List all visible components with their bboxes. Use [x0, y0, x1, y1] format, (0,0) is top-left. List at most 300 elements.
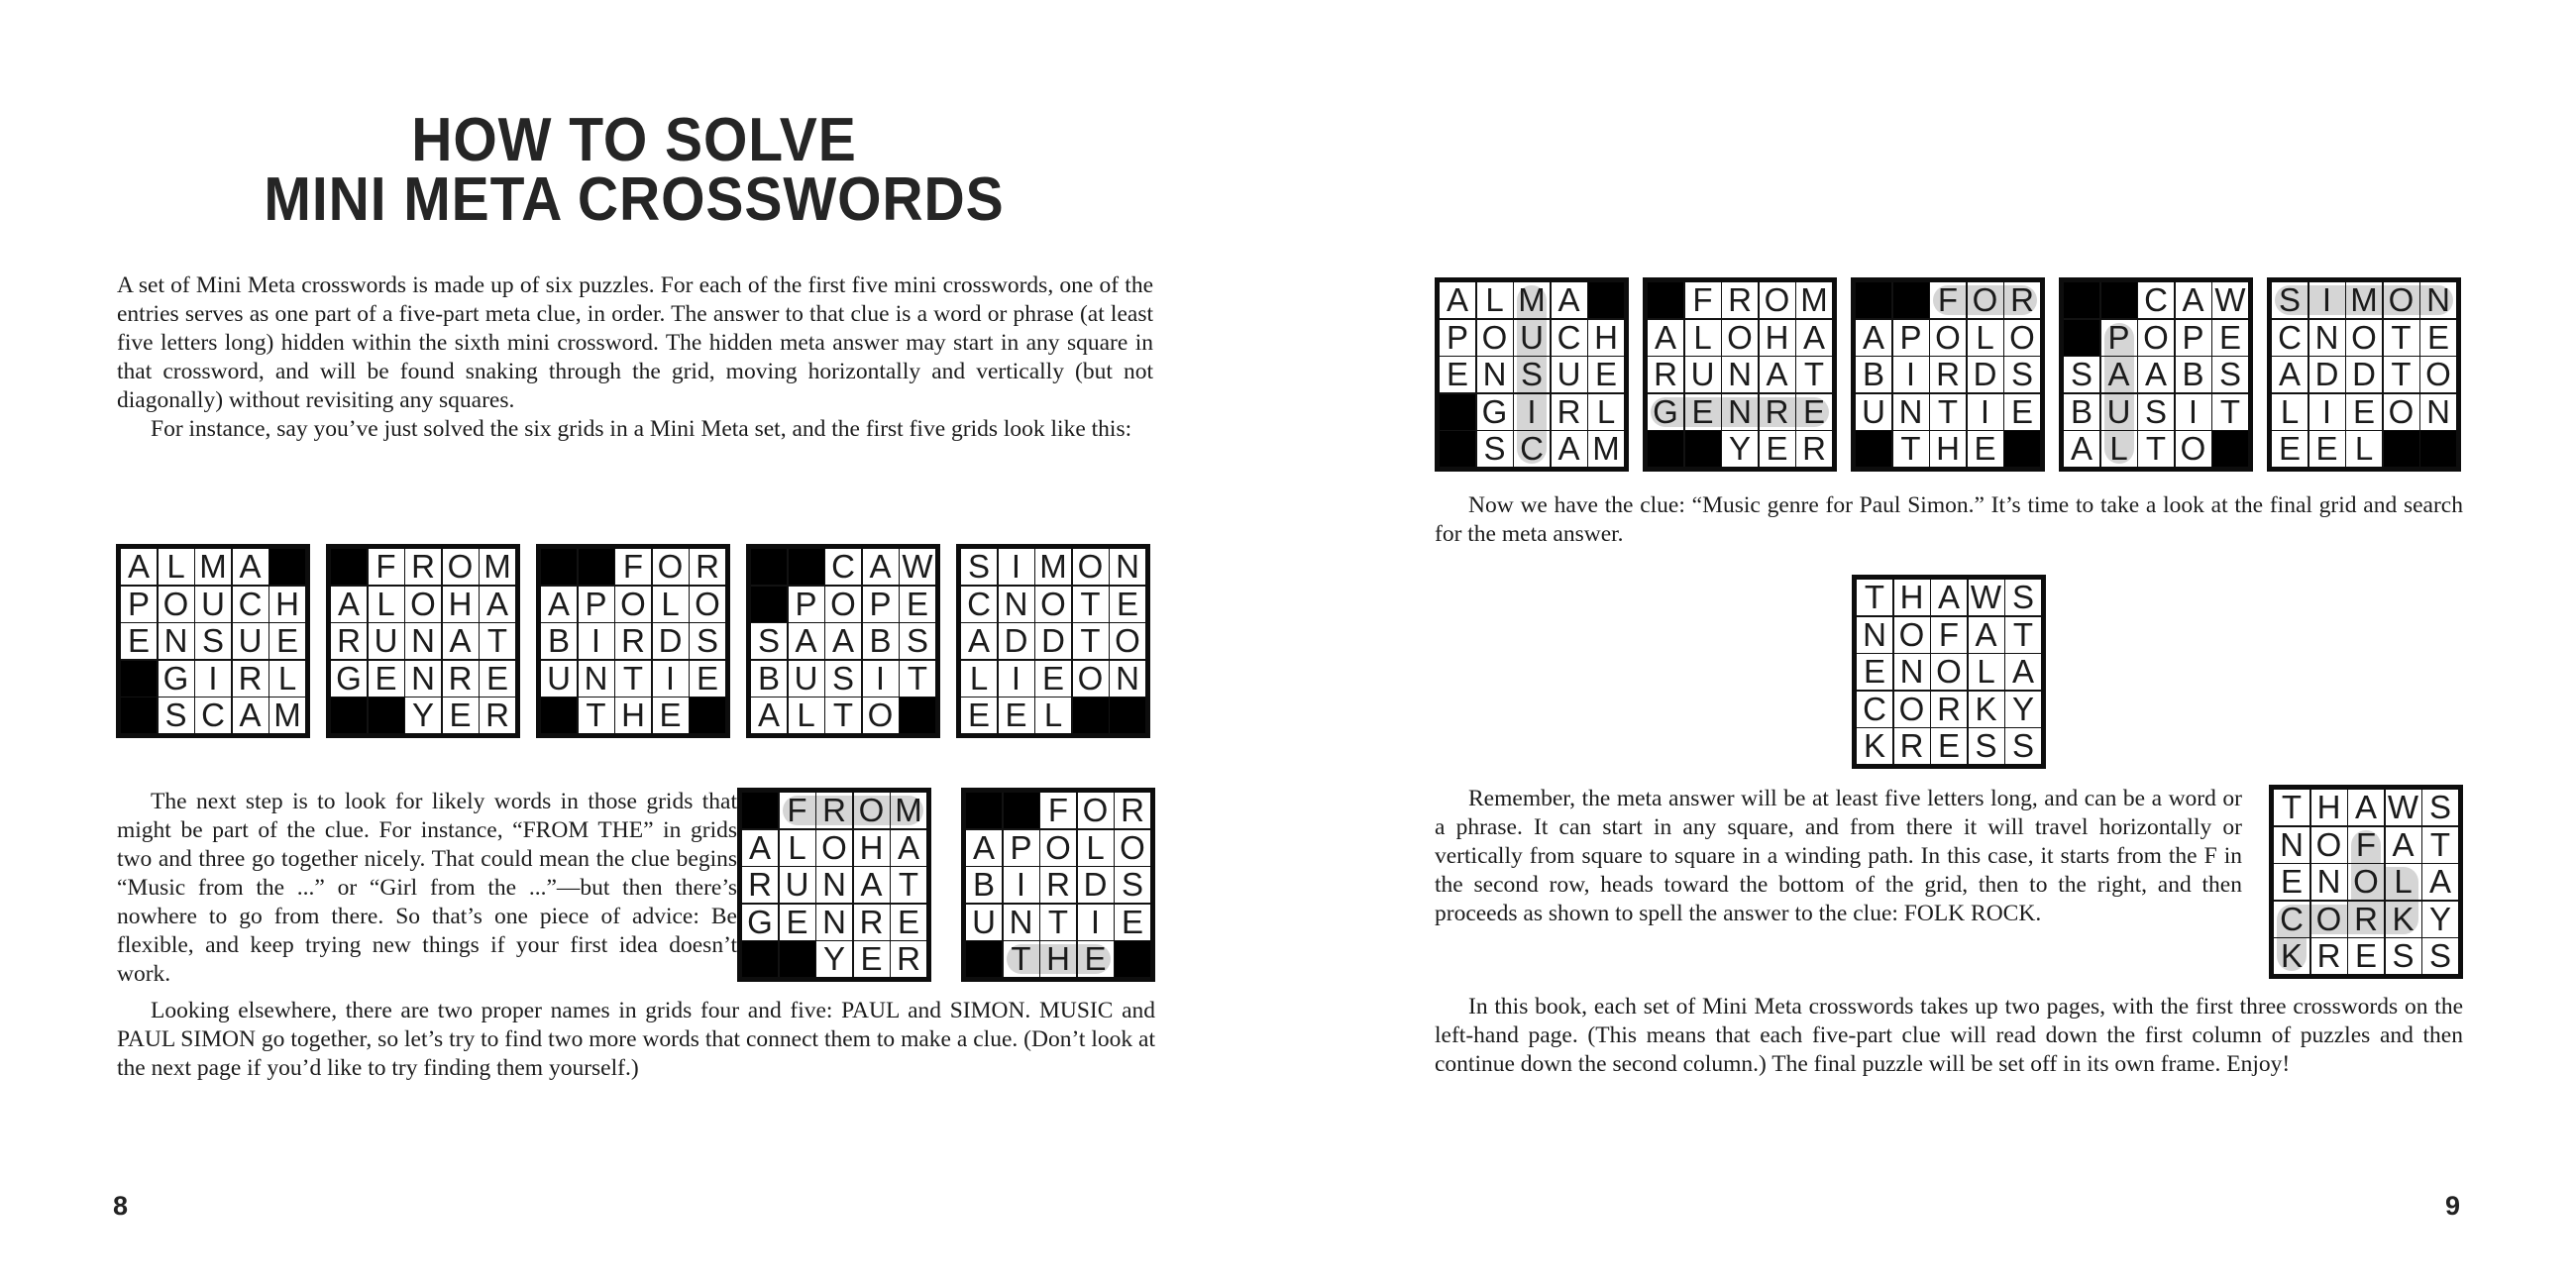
- letter-square: [1857, 654, 1892, 690]
- grid-letter: N: [411, 622, 435, 659]
- letter-square: [2272, 431, 2308, 467]
- grid-letter: A: [2070, 430, 2093, 467]
- grid-letter: T: [1047, 903, 1069, 940]
- letter-square: [579, 698, 614, 733]
- grid-letter: F: [1047, 792, 1069, 828]
- clue-paragraph: Now we have the clue: “Music genre for Paul Simon.” It’s time to take a look at the final grid and search for the meta answer.: [1435, 492, 2463, 547]
- crossword-grid-simon-highlight: [2267, 277, 2461, 472]
- grid-letter: T: [1803, 356, 1825, 392]
- letter-square: [999, 661, 1034, 697]
- grid-letter: A: [972, 828, 995, 866]
- title-line-1: HOW TO SOLVE: [411, 106, 857, 174]
- grid-letter: A: [1862, 318, 1884, 356]
- letter-square: [653, 623, 689, 659]
- letter-square: [2138, 357, 2174, 392]
- letter-square: [331, 587, 367, 622]
- grid-letter: H: [275, 585, 299, 622]
- letter-square: [2384, 282, 2419, 318]
- grid-letter: M: [895, 792, 922, 828]
- grid-letter: P: [127, 585, 150, 622]
- letter-square: [789, 623, 824, 659]
- letter-square: [2422, 902, 2458, 937]
- black-square: [1073, 698, 1109, 733]
- grid-letter: S: [164, 697, 187, 733]
- grid-letter: N: [822, 903, 846, 940]
- grid-letter: O: [1077, 548, 1104, 585]
- letter-square: [579, 661, 614, 697]
- black-square: [1110, 698, 1145, 733]
- letter-square: [2274, 938, 2309, 974]
- black-square: [966, 941, 1002, 977]
- black-square: [1685, 431, 1721, 467]
- letter-square: [1110, 623, 1145, 659]
- letter-square: [1004, 830, 1039, 866]
- black-square: [331, 698, 367, 733]
- grid-letter: U: [972, 903, 996, 940]
- letter-square: [615, 587, 651, 622]
- letter-square: [999, 587, 1034, 622]
- grid-letter: I: [1016, 866, 1026, 903]
- grid-letter: A: [748, 828, 771, 866]
- grid-letter: Y: [1728, 430, 1751, 467]
- grid-letter: L: [788, 828, 806, 866]
- letter-square: [1477, 394, 1513, 430]
- book-info-paragraph: In this book, each set of Mini Meta crosswords takes up two pages, with the first three crosswords on the left-hand page. (This means that each five-part clue will read down the first column of puzzles and then continue down the second column.) The final puzzle will be set off in its own frame. Enjoy!: [1435, 994, 2463, 1077]
- crossword-grid-music-highlight: [1435, 277, 1629, 472]
- letter-square: [233, 587, 268, 622]
- black-square: [966, 793, 1002, 828]
- letter-square: [2384, 394, 2419, 430]
- letter-square: [2346, 357, 2382, 392]
- letter-square: [742, 905, 778, 940]
- grid-letter: A: [239, 697, 262, 733]
- grid-letter: N: [1116, 659, 1139, 697]
- grid-letter: A: [2392, 825, 2415, 863]
- grid-letter: H: [859, 828, 884, 866]
- letter-square: [863, 698, 899, 733]
- grid-letter: S: [201, 622, 224, 659]
- letter-square: [2309, 320, 2345, 356]
- letter-square: [1514, 431, 1550, 467]
- letter-square: [825, 661, 861, 697]
- grid-letter: E: [786, 903, 808, 940]
- letter-square: [1477, 431, 1513, 467]
- grid-letter: W: [902, 548, 933, 585]
- grid-letter: O: [447, 548, 474, 585]
- grid-letter: S: [1975, 727, 1997, 764]
- grid-letter: H: [1594, 318, 1618, 356]
- grid-letter: U: [785, 866, 809, 903]
- letter-square: [1930, 320, 1966, 356]
- letter-square: [1796, 394, 1832, 430]
- letter-square: [1969, 692, 2004, 727]
- letter-square: [742, 830, 778, 866]
- grid-letter: P: [1010, 828, 1032, 866]
- letter-square: [891, 941, 926, 977]
- grid-letter: T: [898, 866, 919, 903]
- letter-square: [369, 549, 404, 585]
- black-square: [789, 549, 824, 585]
- grid-letter: L: [1693, 318, 1712, 356]
- grid-letter: C: [2278, 318, 2302, 356]
- black-square: [742, 793, 778, 828]
- grid-letter: S: [2428, 789, 2451, 825]
- letter-square: [789, 661, 824, 697]
- letter-square: [2272, 282, 2308, 318]
- letter-square: [541, 587, 577, 622]
- next-step-text: [117, 788, 737, 989]
- grid-letter: G: [747, 903, 773, 940]
- black-square: [751, 587, 787, 622]
- letter-square: [1514, 282, 1550, 318]
- grid-letter: H: [1765, 318, 1789, 356]
- grid-letter: N: [2314, 318, 2339, 356]
- letter-square: [121, 549, 157, 585]
- next-step-paragraph: The next step is to look for likely words in those grids that might be part of the clue. For instance, “FROM THE” in grids two and three go together nicely. That could mean the clue begins “Music from the ...” or “Girl from the ...”—but then there’s nowhere to go from there. So that’s one piece of advice: Be flexible, and keep trying new things if your first idea doesn’t work.: [117, 789, 737, 987]
- letter-square: [1894, 692, 1930, 727]
- black-square: [1856, 431, 1891, 467]
- letter-square: [1930, 394, 1966, 430]
- black-square: [1440, 431, 1475, 467]
- grid-letter: N: [411, 659, 435, 697]
- grid-letter: S: [1520, 356, 1543, 392]
- looking-elsewhere-paragraph: Looking elsewhere, there are two proper names in grids four and five: PAUL and SIMON. MUSIC and PAUL SIMON go together, so let’s try to find two more words that connect them to make a clue. (Don’t look at the next page if you’d like to try finding them yourself.): [117, 998, 1155, 1081]
- letter-square: [863, 587, 899, 622]
- letter-square: [2004, 394, 2040, 430]
- letter-square: [961, 623, 997, 659]
- letter-square: [1477, 282, 1513, 318]
- grid-letter: G: [336, 659, 362, 697]
- letter-square: [2422, 938, 2458, 974]
- grid-letter: O: [1040, 585, 1066, 622]
- letter-square: [1894, 580, 1930, 615]
- letter-square: [2064, 431, 2099, 467]
- grid-letter: A: [795, 622, 817, 659]
- letter-square: [2386, 902, 2421, 937]
- grid-letter: L: [661, 585, 680, 622]
- black-square: [2064, 282, 2099, 318]
- grid-letter: A: [2428, 863, 2451, 900]
- black-square: [1588, 282, 1624, 318]
- letter-square: [233, 623, 268, 659]
- grid-letter: E: [1802, 392, 1825, 430]
- grid-letter: F: [376, 548, 396, 585]
- grid-letter: M: [483, 548, 511, 585]
- letter-square: [1685, 320, 1721, 356]
- letter-square: [2348, 938, 2384, 974]
- letter-square: [2101, 357, 2137, 392]
- letter-square: [2311, 902, 2347, 937]
- grid-letter: R: [1046, 866, 1070, 903]
- grid-letter: B: [547, 622, 570, 659]
- grid-letter: G: [162, 659, 189, 697]
- letter-square: [891, 830, 926, 866]
- letter-square: [1968, 431, 2003, 467]
- grid-letter: T: [1080, 585, 1101, 622]
- grid-letter: A: [547, 585, 570, 622]
- grid-letter: E: [659, 697, 682, 733]
- grid-letter: I: [1011, 659, 1021, 697]
- grid-letter: D: [1041, 622, 1065, 659]
- grid-letter: T: [2145, 430, 2167, 467]
- grid-letter: A: [1802, 318, 1825, 356]
- letter-square: [2138, 282, 2174, 318]
- grid-letter: F: [1938, 615, 1960, 653]
- grid-letter: O: [2351, 318, 2377, 356]
- grid-letter: I: [665, 659, 676, 697]
- grid-letter: L: [2394, 863, 2413, 900]
- black-square: [2064, 320, 2099, 356]
- letter-square: [1110, 549, 1145, 585]
- grid-letter: O: [1898, 615, 1925, 653]
- letter-square: [891, 867, 926, 903]
- letter-square: [1552, 394, 1587, 430]
- letter-square: [2274, 864, 2309, 900]
- letter-square: [2420, 282, 2456, 318]
- grid-letter: E: [1863, 653, 1885, 690]
- final-grid-wrapper: [1435, 575, 2463, 769]
- letter-square: [1648, 357, 1683, 392]
- grid-letter: R: [238, 659, 263, 697]
- letter-square: [1760, 431, 1795, 467]
- letter-square: [405, 549, 441, 585]
- grid-letter: U: [2106, 392, 2131, 430]
- grid-letter: U: [374, 622, 398, 659]
- grid-letter: R: [485, 697, 509, 733]
- grid-letter: E: [2280, 863, 2303, 900]
- grid-letter: E: [1974, 430, 1996, 467]
- letter-square: [2138, 431, 2174, 467]
- grid-letter: A: [967, 622, 990, 659]
- crossword-grid-the-highlight: [961, 788, 1155, 982]
- black-square: [541, 549, 577, 585]
- grid-letter: O: [2388, 281, 2415, 318]
- intro-paragraph-2: For instance, say you’ve just solved the six grids in a Mini Meta set, and the first five grids look like this:: [151, 416, 1132, 442]
- letter-square: [480, 661, 515, 697]
- grid-letter: P: [1899, 318, 1922, 356]
- letter-square: [1857, 617, 1892, 653]
- looking-elsewhere-section: [117, 997, 1155, 1083]
- letter-square: [1894, 728, 1930, 764]
- letter-square: [1035, 587, 1071, 622]
- crossword-grid-3: [536, 544, 730, 738]
- letter-square: [2422, 864, 2458, 900]
- letter-square: [1073, 661, 1109, 697]
- letter-square: [269, 623, 305, 659]
- grid-letter: R: [859, 903, 884, 940]
- crossword-grid-folk-rock-highlight: [2269, 785, 2463, 979]
- letter-square: [690, 587, 725, 622]
- crossword-grid-from-highlight: [737, 788, 931, 982]
- grid-letter: C: [1520, 430, 1544, 467]
- letter-square: [816, 941, 852, 977]
- page-number-right: 9: [2445, 1191, 2461, 1221]
- letter-square: [780, 867, 815, 903]
- letter-square: [2176, 282, 2211, 318]
- letter-square: [121, 587, 157, 622]
- black-square: [121, 661, 157, 697]
- letter-square: [1796, 431, 1832, 467]
- grid-letter: R: [337, 622, 361, 659]
- grid-letter: O: [620, 585, 646, 622]
- grid-letter: O: [1120, 828, 1145, 866]
- letter-square: [2212, 357, 2248, 392]
- grid-letter: U: [794, 659, 818, 697]
- letter-square: [854, 905, 890, 940]
- letter-square: [1552, 431, 1587, 467]
- grid-letter: T: [622, 659, 644, 697]
- letter-square: [1893, 320, 1929, 356]
- grid-letter: R: [1556, 392, 1581, 430]
- letter-square: [2386, 827, 2421, 863]
- grid-letter: A: [1557, 281, 1580, 318]
- letter-square: [405, 661, 441, 697]
- black-square: [1440, 394, 1475, 430]
- letter-square: [369, 661, 404, 697]
- grid-letter: E: [1121, 903, 1143, 940]
- letter-square: [1035, 623, 1071, 659]
- letter-square: [2138, 394, 2174, 430]
- letter-square: [1115, 905, 1150, 940]
- crossword-grid-genre-highlight: [1643, 277, 1837, 472]
- letter-square: [1040, 905, 1076, 940]
- grid-letter: R: [1899, 727, 1924, 764]
- letter-square: [195, 587, 231, 622]
- black-square: [2212, 431, 2248, 467]
- grid-letter: P: [795, 585, 817, 622]
- grid-letter: S: [967, 548, 990, 585]
- grid-letter: S: [2428, 937, 2451, 974]
- grid-letter: E: [897, 903, 919, 940]
- letter-square: [2309, 357, 2345, 392]
- black-square: [1004, 793, 1039, 828]
- grid-letter: M: [1039, 548, 1067, 585]
- letter-square: [2386, 790, 2421, 825]
- letter-square: [900, 549, 935, 585]
- letter-square: [1722, 320, 1758, 356]
- grid-letter: T: [2219, 392, 2241, 430]
- grid-letter: T: [1011, 940, 1031, 977]
- grid-letter: E: [1041, 659, 1064, 697]
- letter-square: [405, 698, 441, 733]
- letter-square: [653, 661, 689, 697]
- grid-letter: R: [448, 659, 473, 697]
- grid-letter: R: [748, 866, 772, 903]
- letter-square: [269, 698, 305, 733]
- grid-letter: G: [1653, 392, 1678, 430]
- grid-letter: T: [2391, 318, 2412, 356]
- grid-letter: E: [375, 659, 397, 697]
- letter-square: [1440, 357, 1475, 392]
- letter-square: [1110, 661, 1145, 697]
- letter-square: [1969, 617, 2004, 653]
- grid-letter: R: [621, 622, 645, 659]
- letter-square: [780, 793, 815, 828]
- letter-square: [2309, 282, 2345, 318]
- letter-square: [1078, 830, 1114, 866]
- letter-square: [900, 623, 935, 659]
- letter-square: [269, 587, 305, 622]
- grid-letter: O: [2353, 863, 2379, 900]
- grid-letter: C: [238, 585, 263, 622]
- grid-letter: T: [1080, 622, 1101, 659]
- grid-letter: A: [1975, 615, 1997, 653]
- crossword-grid-2: [326, 544, 520, 738]
- grid-letter: R: [1802, 430, 1826, 467]
- grid-letter: B: [1862, 356, 1884, 392]
- letter-square: [863, 549, 899, 585]
- grid-letter: K: [1975, 690, 1997, 727]
- grid-letter: U: [547, 659, 571, 697]
- letter-square: [2064, 394, 2099, 430]
- letter-square: [1035, 698, 1071, 733]
- grid-letter: N: [1004, 585, 1028, 622]
- letter-square: [1040, 793, 1076, 828]
- black-square: [331, 549, 367, 585]
- letter-square: [579, 623, 614, 659]
- letter-square: [1931, 692, 1967, 727]
- letter-square: [1760, 394, 1795, 430]
- grid-letter: L: [1086, 828, 1105, 866]
- letter-square: [1968, 320, 2003, 356]
- grid-letter: I: [590, 622, 601, 659]
- grid-letter: N: [1482, 356, 1507, 392]
- letter-square: [1073, 623, 1109, 659]
- grid-letter: C: [1863, 690, 1886, 727]
- grid-letter: S: [2218, 356, 2241, 392]
- black-square: [1648, 282, 1683, 318]
- letter-square: [2420, 357, 2456, 392]
- letter-square: [1857, 692, 1892, 727]
- grid-letter: E: [1594, 356, 1617, 392]
- letter-square: [1648, 320, 1683, 356]
- letter-square: [331, 623, 367, 659]
- letter-square: [615, 623, 651, 659]
- letter-square: [789, 698, 824, 733]
- grid-letter: S: [2010, 356, 2033, 392]
- letter-square: [1073, 587, 1109, 622]
- letter-square: [2346, 282, 2382, 318]
- grid-letter: L: [1976, 318, 1994, 356]
- grid-letter: H: [2316, 789, 2341, 825]
- letter-square: [1440, 320, 1475, 356]
- grid-letter: D: [1004, 622, 1028, 659]
- grid-letter: T: [907, 659, 928, 697]
- grid-letter: L: [1977, 653, 1995, 690]
- grid-letter: M: [273, 697, 301, 733]
- grid-letter: D: [1973, 356, 1997, 392]
- letter-square: [1796, 320, 1832, 356]
- letter-square: [1969, 728, 2004, 764]
- letter-square: [816, 793, 852, 828]
- letter-square: [863, 623, 899, 659]
- grid-letter: B: [869, 622, 892, 659]
- letter-square: [900, 661, 935, 697]
- letter-square: [2274, 827, 2309, 863]
- letter-square: [1078, 941, 1114, 977]
- grid-letter: T: [1864, 579, 1885, 615]
- black-square: [1856, 282, 1891, 318]
- letter-square: [2176, 320, 2211, 356]
- letter-square: [961, 587, 997, 622]
- grid-letter: O: [1727, 318, 1753, 356]
- letter-square: [1856, 394, 1891, 430]
- letter-square: [2005, 617, 2041, 653]
- remember-paragraph: Remember, the meta answer will be at least five letters long, and can be a word or a phrase. It can start in any square, and from there it will travel horizontally or vertically from square to square in a winding path. In this case, it starts from the F in the second row, heads toward the bottom of the grid, then to the right, and then proceeds as shown to spell the answer to the clue: FOLK ROCK.: [1435, 786, 2242, 926]
- grid-letter: N: [822, 866, 846, 903]
- letter-square: [1004, 867, 1039, 903]
- letter-square: [2346, 431, 2382, 467]
